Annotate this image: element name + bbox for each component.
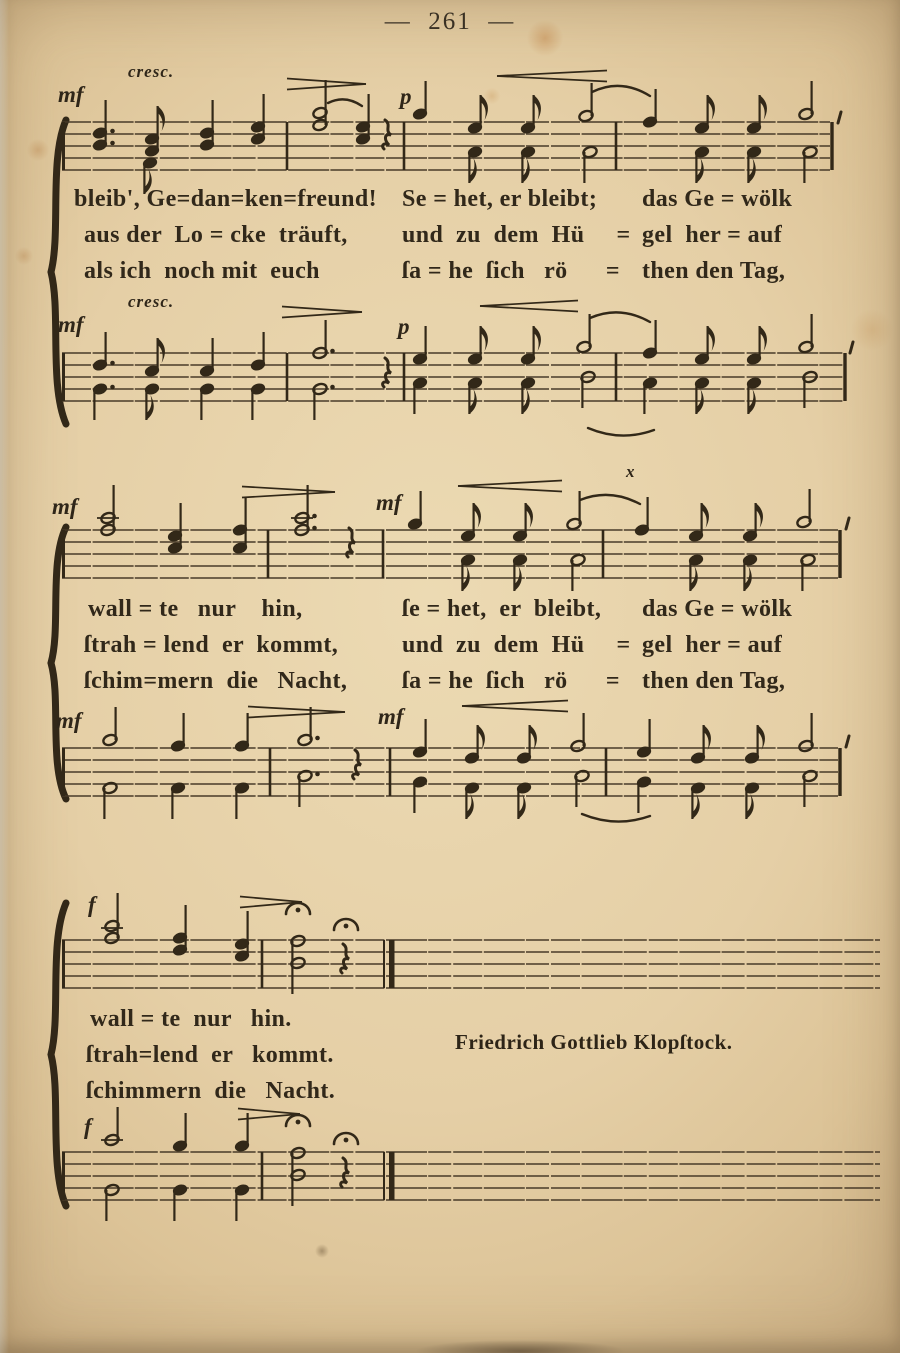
fermata-dot	[344, 924, 349, 929]
breath-mark	[846, 518, 849, 529]
crescendo-text-mark: cresc.	[128, 62, 175, 81]
lyric-text: gel her = auf	[642, 222, 783, 248]
eighth-flag	[760, 95, 767, 120]
lyric-text: gel her = auf	[642, 632, 783, 658]
eighth-flag	[518, 794, 525, 819]
augmentation-dot	[330, 349, 335, 354]
hairpin	[458, 486, 562, 492]
quarter-rest	[353, 750, 361, 779]
dynamic-mark: mf	[378, 704, 404, 729]
lyric-text: wall = te nur hin.	[90, 1006, 292, 1032]
composer-attribution: Friedrich Gottlieb Klopſtock.	[455, 1030, 733, 1054]
eighth-flag	[758, 725, 765, 750]
eighth-flag	[526, 503, 533, 528]
lyric-text: then den Tag,	[642, 668, 786, 694]
quarter-rest	[341, 1158, 349, 1187]
staff-system3-lower	[62, 1107, 880, 1221]
lyric-text: ſchimmern die Nacht.	[86, 1078, 336, 1104]
breath-mark	[850, 342, 853, 353]
staff-system2-lower	[62, 701, 849, 822]
eighth-flag	[146, 395, 153, 420]
lyric-text: das Ge = wölk	[642, 186, 793, 212]
eighth-flag	[158, 106, 165, 131]
augmentation-dot	[110, 385, 115, 390]
eighth-flag	[534, 95, 541, 120]
slur	[582, 814, 650, 822]
lyric-text: ſtrah = lend er kommt,	[84, 632, 339, 658]
hairpin	[462, 701, 568, 707]
dynamic-mark: f	[88, 892, 96, 917]
augmentation-dot	[312, 514, 317, 519]
lyric-text: ſtrah=lend er kommt.	[86, 1042, 334, 1068]
dynamic-mark: mf	[376, 490, 402, 515]
eighth-flag	[760, 326, 767, 351]
double-barline-thick	[389, 940, 395, 988]
augmentation-dot	[330, 385, 335, 390]
lyric-text: ſchim=mern die Nacht,	[84, 668, 348, 694]
hairpin	[242, 487, 335, 493]
hairpin	[282, 312, 362, 318]
hairpin	[240, 897, 302, 903]
eighth-flag	[746, 794, 753, 819]
lyric-text: ſa = he ſich rö =	[402, 668, 621, 694]
eighth-flag	[481, 95, 488, 120]
lyric-text: then den Tag,	[642, 258, 786, 284]
dynamic-mark: p	[400, 84, 412, 109]
fermata-dot	[296, 1120, 301, 1125]
eighth-flag	[756, 503, 763, 528]
augmentation-dot	[315, 736, 320, 741]
hairpin	[458, 481, 562, 487]
slur	[592, 86, 650, 96]
lyric-text: bleib', Ge=dan=ken=freund!	[74, 186, 378, 212]
hairpin	[480, 306, 578, 312]
staff-system2-upper	[62, 481, 849, 592]
augmentation-dot	[110, 141, 115, 146]
dynamic-mark: mf	[52, 494, 78, 519]
hairpin	[242, 492, 335, 498]
lyric-text: Se = het, er bleibt;	[402, 186, 598, 212]
dynamic-mark: f	[84, 1114, 92, 1139]
eighth-flag	[534, 326, 541, 351]
crescendo-text-mark: cresc.	[128, 292, 175, 311]
hairpin	[282, 307, 362, 313]
x-annotation-mark: x	[626, 462, 635, 481]
quarter-rest	[383, 358, 391, 387]
dynamic-mark: p	[398, 314, 410, 339]
eighth-flag	[481, 326, 488, 351]
hairpin	[462, 706, 568, 712]
dynamic-mark: mf	[56, 708, 82, 733]
dynamic-mark: mf	[58, 82, 84, 107]
breath-mark	[846, 736, 849, 747]
eighth-flag	[530, 725, 537, 750]
lyric-text: das Ge = wölk	[642, 596, 793, 622]
breath-mark	[838, 112, 841, 123]
slur	[590, 312, 650, 322]
page-number: — 261 —	[384, 8, 516, 35]
hairpin	[480, 301, 578, 307]
fermata-dot	[344, 1138, 349, 1143]
eighth-flag	[478, 725, 485, 750]
hairpin	[497, 76, 607, 82]
hairpin	[248, 712, 345, 718]
lyric-text: als ich noch mit euch	[84, 258, 320, 284]
eighth-flag	[692, 794, 699, 819]
lyric-text: wall = te nur hin,	[88, 596, 303, 622]
lyric-text: aus der Lo = cke träuft,	[84, 222, 348, 248]
augmentation-dot	[110, 361, 115, 366]
hairpin	[248, 707, 345, 713]
slur	[328, 99, 362, 106]
staff-system3-upper	[62, 893, 880, 994]
lyric-text: und zu dem Hü =	[402, 632, 631, 658]
eighth-flag	[702, 503, 709, 528]
lyric-text: und zu dem Hü =	[402, 222, 631, 248]
hairpin	[497, 71, 607, 77]
eighth-flag	[708, 95, 715, 120]
dynamic-mark: mf	[58, 312, 84, 337]
augmentation-dot	[110, 129, 115, 134]
double-barline-thick	[389, 1152, 395, 1200]
eighth-flag	[708, 326, 715, 351]
lyric-text: ſa = he ſich rö =	[402, 258, 621, 284]
quarter-rest	[341, 944, 349, 973]
augmentation-dot	[315, 772, 320, 777]
staff-system1-lower	[62, 301, 853, 436]
fermata-dot	[296, 908, 301, 913]
eighth-flag	[474, 503, 481, 528]
eighth-flag	[158, 338, 165, 363]
slur	[588, 428, 654, 436]
staff-system1-upper	[62, 71, 841, 195]
augmentation-dot	[312, 526, 317, 531]
lyric-text: ſe = het, er bleibt,	[402, 596, 602, 622]
slur	[580, 495, 640, 504]
eighth-flag	[704, 725, 711, 750]
eighth-flag	[466, 794, 473, 819]
